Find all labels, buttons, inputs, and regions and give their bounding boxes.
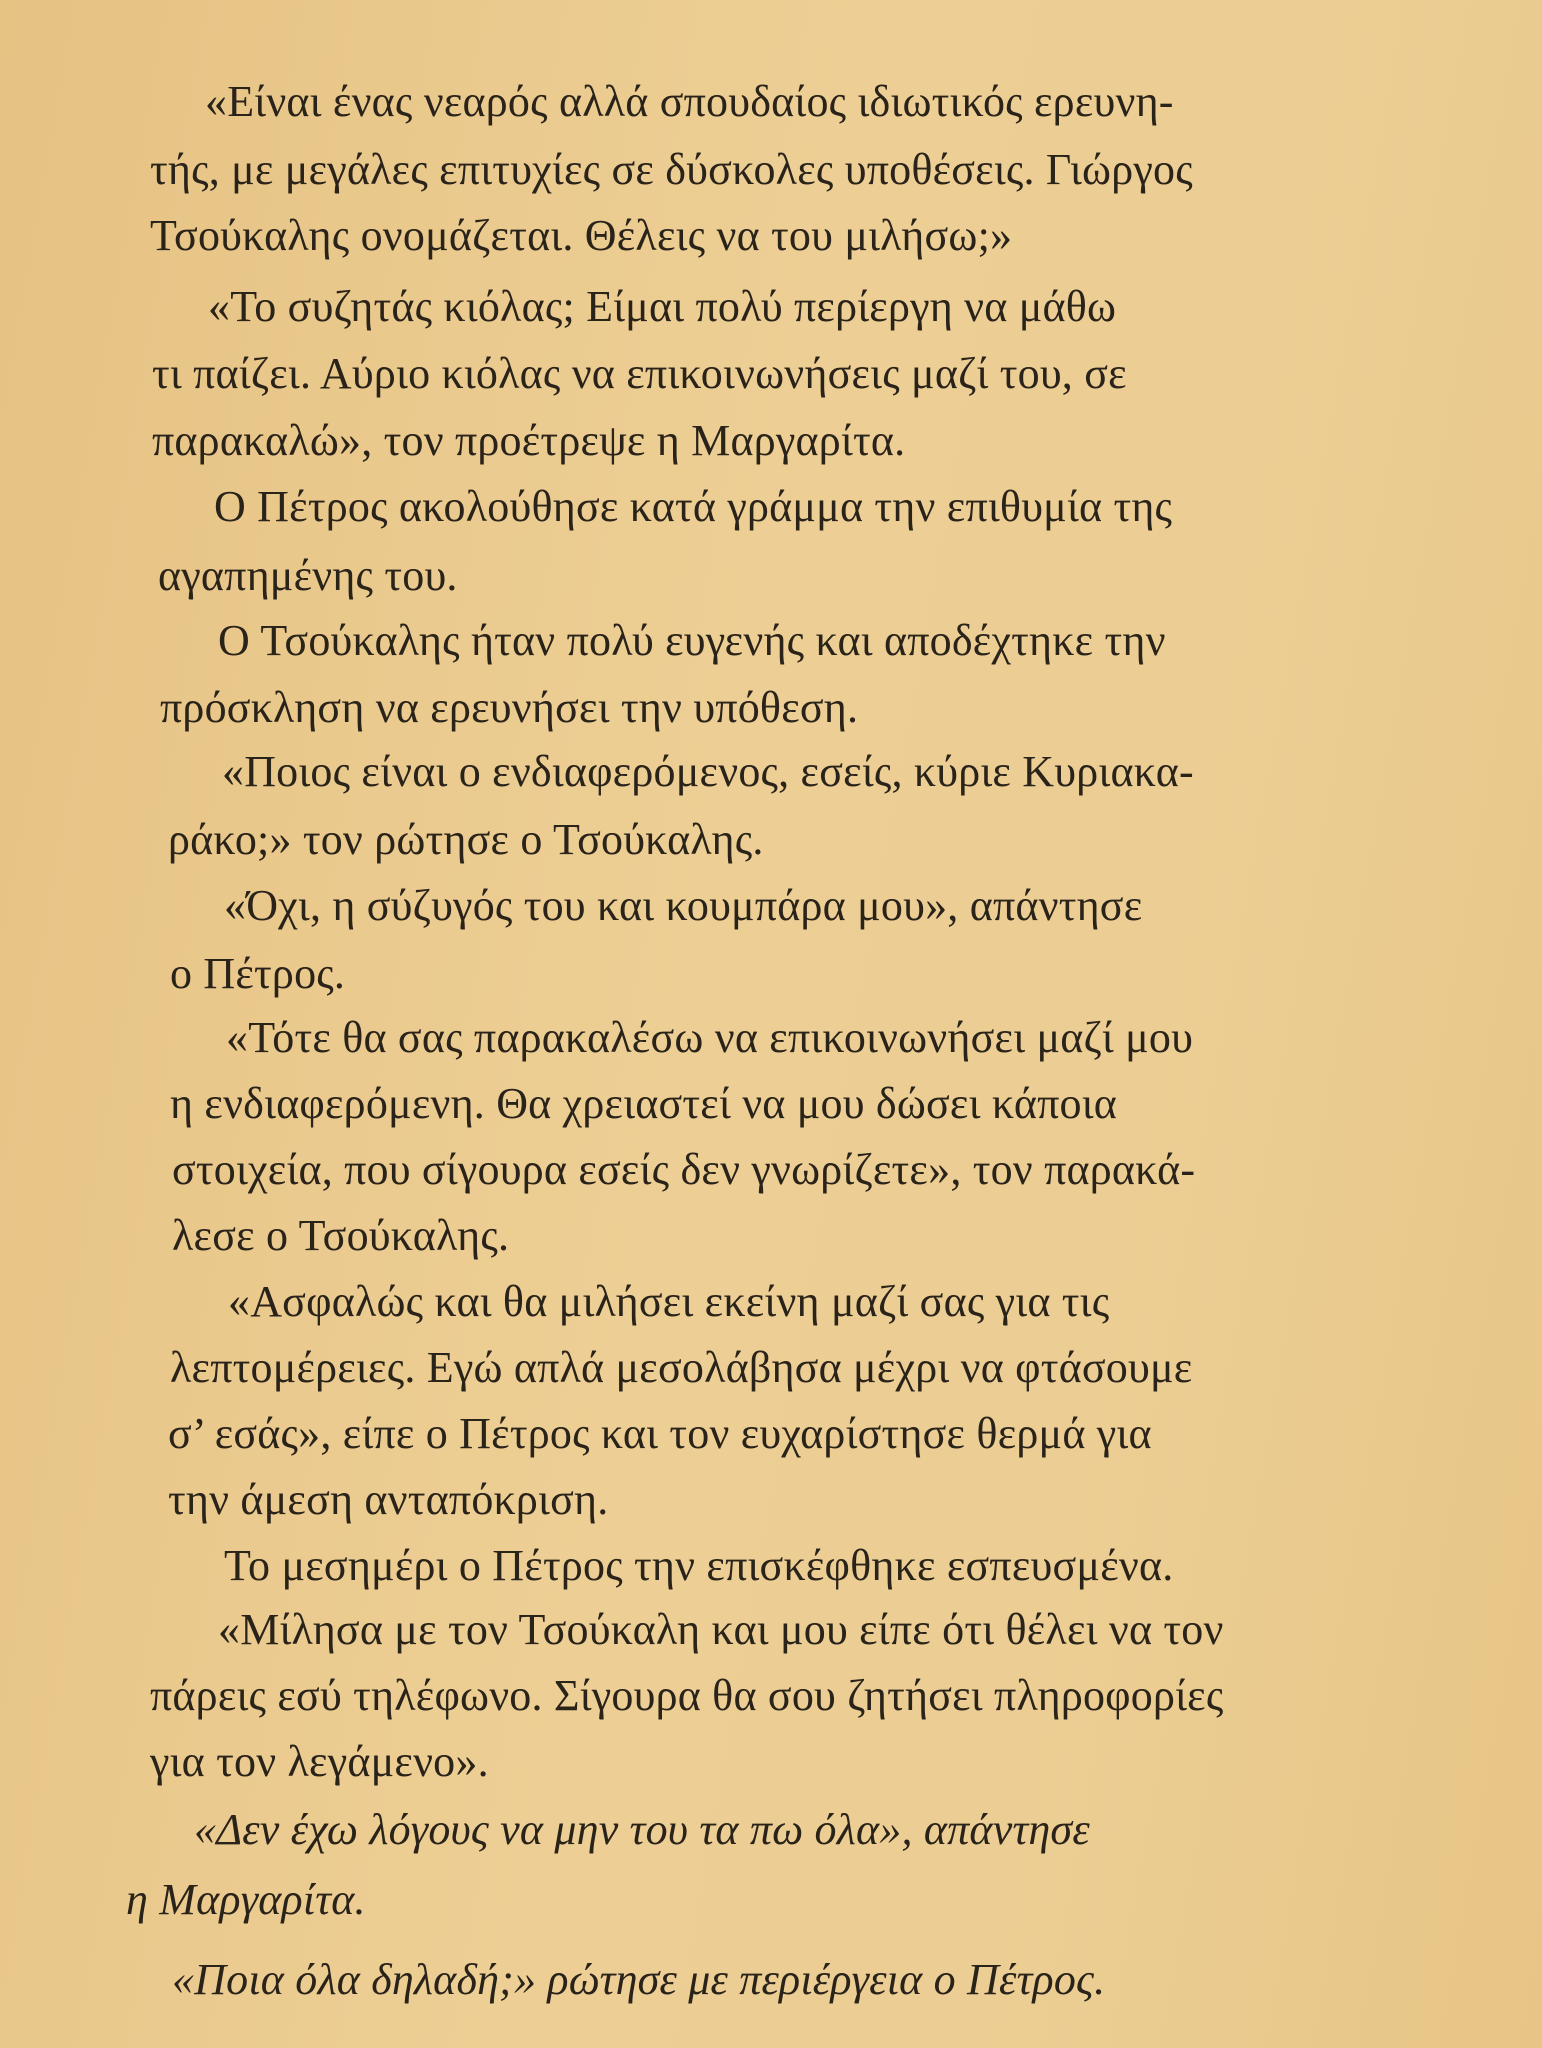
text-line-22: την άμεση ανταπόκριση. [168,1475,609,1524]
text-line-4: «Το συζητάς κιόλας; Είμαι πολύ περίεργη να μάθω [208,282,1117,331]
text-line-2: τής, με μεγάλες επιτυχίες σε δύσκολες υποθέσεις. Γιώργος [150,145,1193,194]
text-line-15: «Τότε θα σας παρακαλέσω να επικοινωνήσει μαζί μου [226,1013,1194,1062]
text-line-12: ράκο;» τον ρώτησε ο Τσούκαλης. [168,815,764,864]
text-line-9: Ο Τσούκαλης ήταν πολύ ευγενής και αποδέχτηκε την [218,616,1166,665]
text-line-14: ο Πέτρος. [170,949,346,998]
text-line-3: Τσούκαλης ονομάζεται. Θέλεις να του μιλήσω;» [150,211,1013,260]
text-line-24: «Μίλησα με τον Τσούκαλη και μου είπε ότι θέλει να τον [218,1605,1224,1654]
text-line-20: λεπτομέρειες. Εγώ απλά μεσολάβησα μέχρι να φτάσουμε [170,1343,1193,1392]
text-line-26: για τον λεγάμενο». [150,1737,489,1786]
text-line-8: αγαπημένης του. [158,551,458,600]
text-line-10: πρόσκληση να ερευνήσει την υπόθεση. [160,683,859,732]
text-line-28: η Μαργαρίτα. [126,1875,366,1924]
text-line-11: «Ποιος είναι ο ενδιαφερόμενος, εσείς, κύριε Κυριακα- [222,747,1194,796]
text-line-23: Το μεσημέρι ο Πέτρος την επισκέφθηκε εσπευσμένα. [224,1541,1174,1590]
text-line-21: σ’ εσάς», είπε ο Πέτρος και τον ευχαρίστησε θερμά για [168,1409,1152,1458]
text-line-18: λεσε ο Τσούκαλης. [172,1211,510,1260]
text-line-29: «Ποια όλα δηλαδή;» ρώτησε με περιέργεια ο Πέτρος. [172,1955,1106,2004]
text-line-25: πάρεις εσύ τηλέφωνο. Σίγουρα θα σου ζητήσει πληροφορίες [150,1671,1224,1720]
text-line-6: παρακαλώ», τον προέτρεψε η Μαργαρίτα. [152,416,906,465]
text-line-13: «Όχι, η σύζυγός του και κουμπάρα μου», απάντησε [224,881,1143,930]
text-line-16: η ενδιαφερόμενη. Θα χρειαστεί να μου δώσει κάποια [170,1079,1117,1128]
text-line-19: «Ασφαλώς και θα μιλήσει εκείνη μαζί σας για τις [228,1277,1110,1326]
text-line-17: στοιχεία, που σίγουρα εσείς δεν γνωρίζετε», τον παρακά- [172,1145,1196,1194]
text-line-27: «Δεν έχω λόγους να μην του τα πω όλα», απάντησε [194,1805,1090,1854]
text-line-7: Ο Πέτρος ακολούθησε κατά γράμμα την επιθυμία της [214,482,1173,531]
text-line-5: τι παίζει. Αύριο κιόλας να επικοινωνήσεις μαζί του, σε [152,349,1127,398]
text-line-1: «Είναι ένας νεαρός αλλά σπουδαίος ιδιωτικός ερευνη- [205,77,1174,126]
